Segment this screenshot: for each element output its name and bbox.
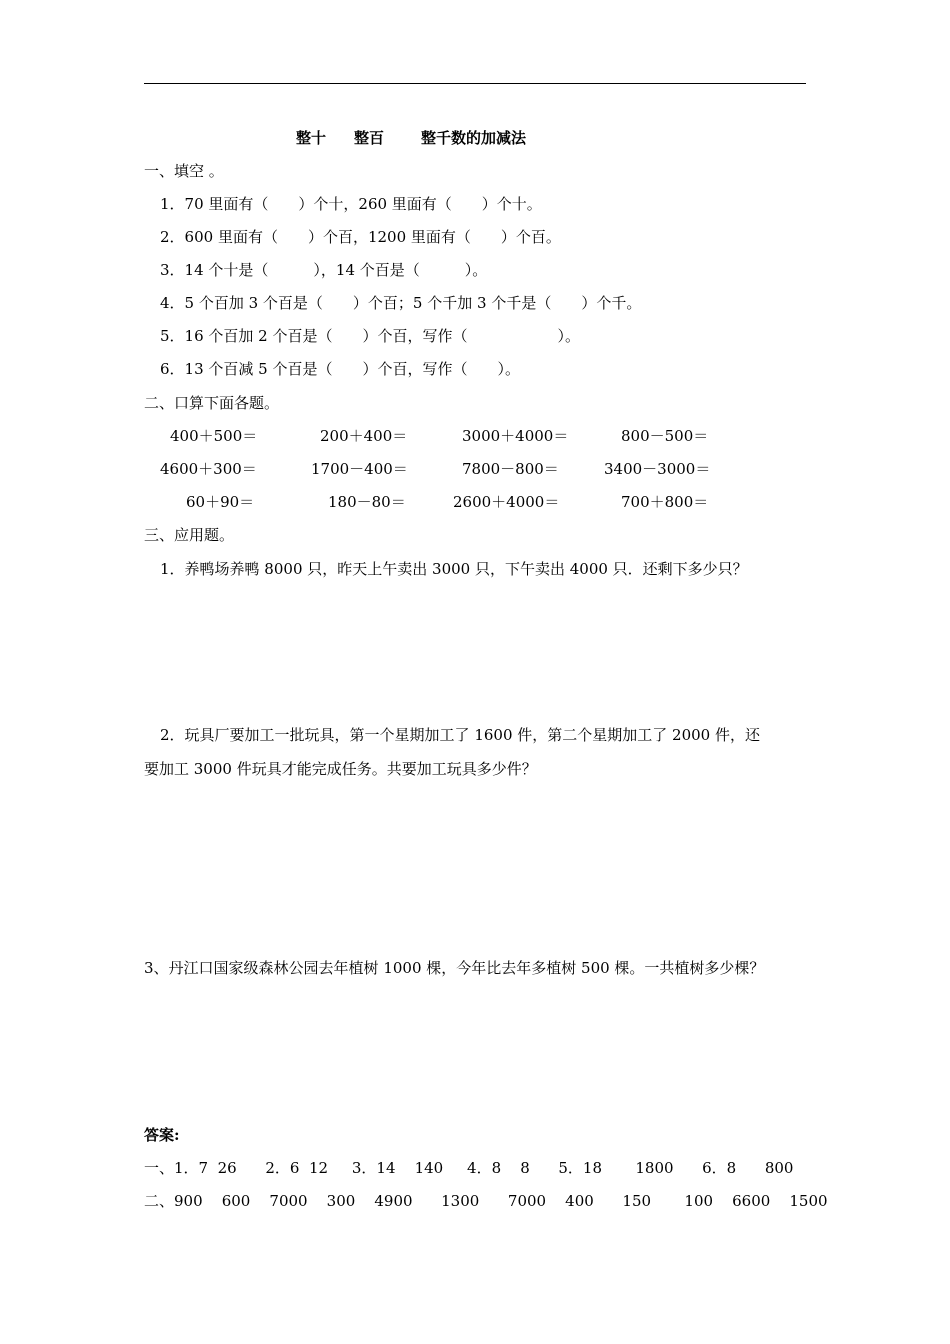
calc-3-1: 60＋90＝ (186, 493, 255, 511)
word-problem-1: 1．养鸭场养鸭 8000 只，昨天上午卖出 3000 只，下午卖出 4000 只．还剩下多少只？ (160, 560, 748, 578)
fill-item-6: 6．13 个百减 5 个百是（ ）个百，写作（ ）。 (160, 360, 520, 378)
fill-item-1: 1．70 里面有（ ）个十，260 里面有（ ）个十。 (160, 195, 542, 213)
answers-line-1: 一、1．7 26 2．6 12 3．14 140 4．8 8 5．18 1800 6．8 800 (144, 1159, 794, 1177)
answers-line-2: 二、900 600 7000 300 4900 1300 7000 400 150 100 6600 1500 (144, 1192, 828, 1210)
header-rule (144, 83, 806, 84)
fill-item-5: 5．16 个百加 2 个百是（ ）个百，写作（ ）。 (160, 327, 580, 345)
section2-heading: 二、口算下面各题。 (144, 394, 280, 412)
title-part-1: 整十 (296, 129, 327, 147)
word-problem-3: 3、丹江口国家级森林公园去年植树 1000 棵，今年比去年多植树 500 棵。一共植树多少棵？ (144, 959, 765, 977)
fill-item-3: 3．14 个十是（ ），14 个百是（ ）。 (160, 261, 488, 279)
calc-3-2: 180－80＝ (328, 493, 406, 511)
calc-2-3: 7800－800＝ (462, 460, 559, 478)
calc-3-4: 700＋800＝ (621, 493, 709, 511)
calc-3-3: 2600＋4000＝ (453, 493, 560, 511)
calc-2-2: 1700－400＝ (311, 460, 408, 478)
fill-item-2: 2．600 里面有（ ）个百，1200 里面有（ ）个百。 (160, 228, 561, 246)
section3-heading: 三、应用题。 (144, 526, 235, 544)
calc-2-4: 3400－3000＝ (604, 460, 711, 478)
calc-2-1: 4600＋300＝ (160, 460, 257, 478)
calc-1-3: 3000＋4000＝ (462, 427, 569, 445)
section1-heading: 一、填空 。 (144, 162, 224, 180)
fill-item-4: 4．5 个百加 3 个百是（ ）个百；5 个千加 3 个千是（ ）个千。 (160, 294, 642, 312)
title-part-2: 整百 (354, 129, 385, 147)
calc-1-2: 200＋400＝ (320, 427, 408, 445)
word-problem-2-line1: 2．玩具厂要加工一批玩具，第一个星期加工了 1600 件，第二个星期加工了 2000 件，还 (160, 726, 760, 744)
calc-1-4: 800－500＝ (621, 427, 709, 445)
calc-1-1: 400＋500＝ (170, 427, 258, 445)
answers-heading: 答案: (144, 1126, 180, 1144)
word-problem-2-line2: 要加工 3000 件玩具才能完成任务。共要加工玩具多少件？ (144, 760, 537, 778)
title-part-3: 整千数的加减法 (421, 129, 527, 147)
